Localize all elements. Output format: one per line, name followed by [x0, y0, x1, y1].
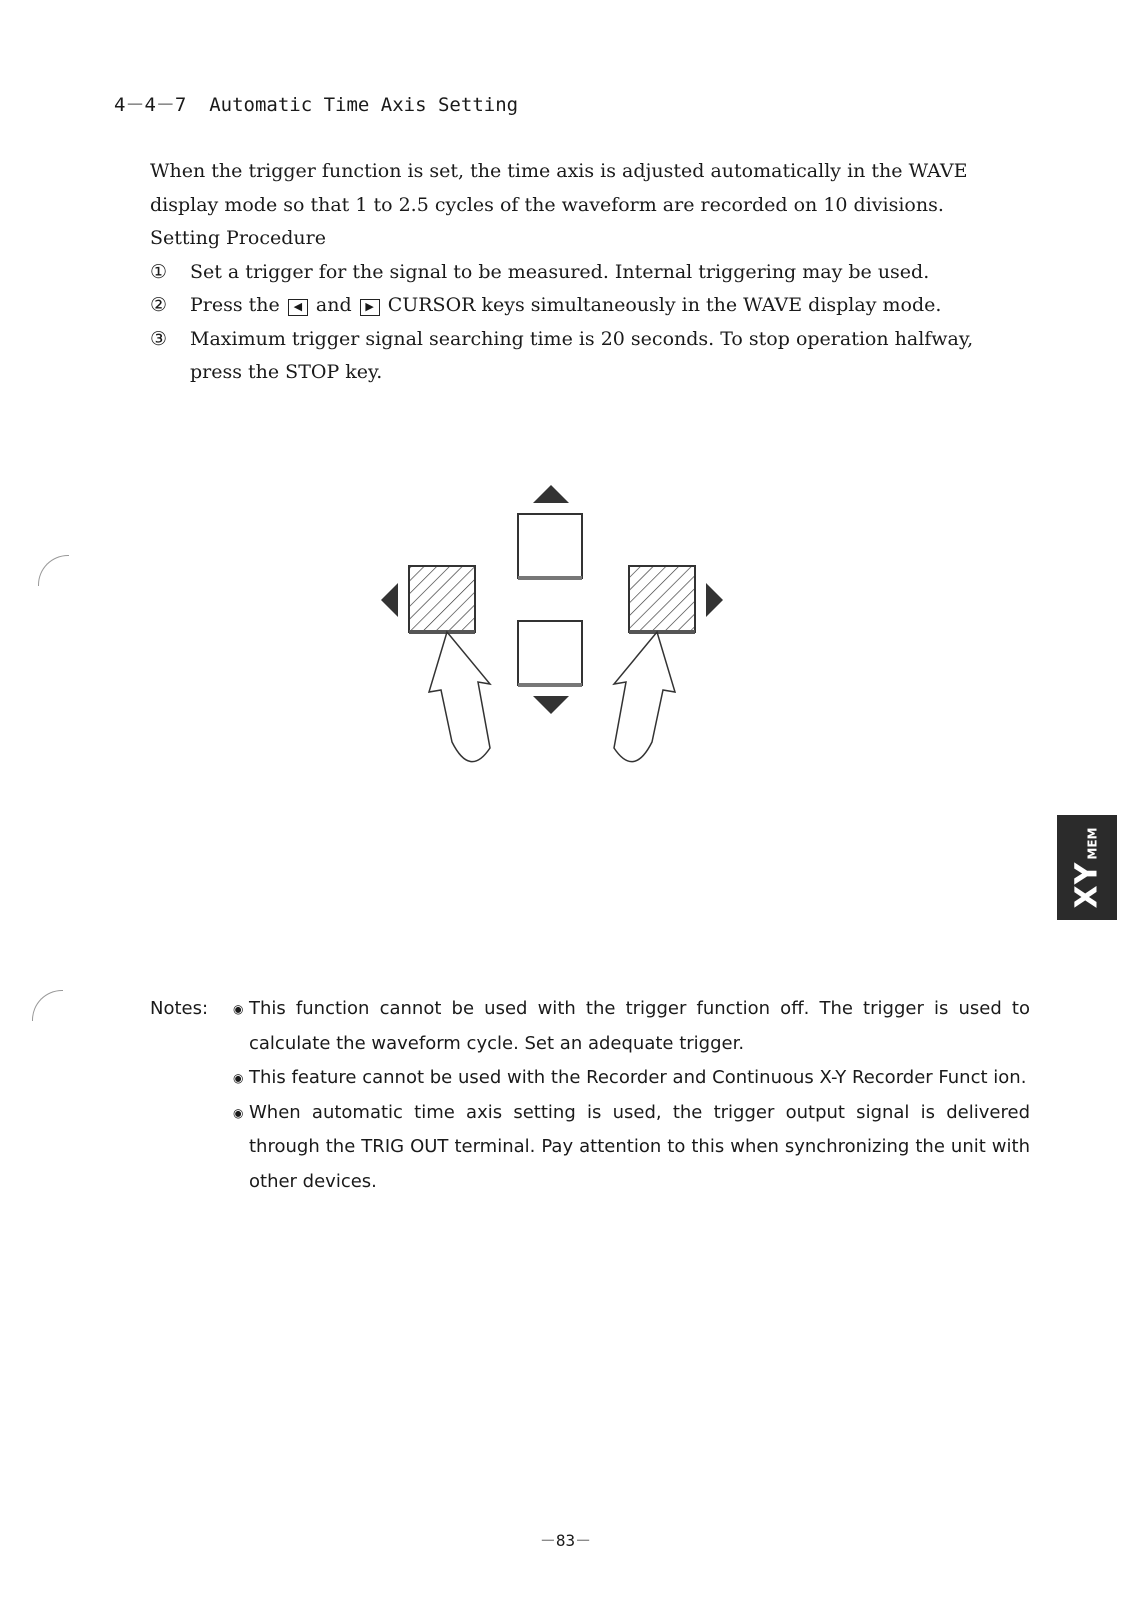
bullet-icon: ◉ [233, 1002, 244, 1016]
tab-xy-label: XY [1069, 861, 1105, 908]
page-number: －83－ [539, 1531, 592, 1550]
left-arrow-icon [381, 583, 398, 617]
step-number: ② [150, 294, 168, 316]
xy-mem-section-tab [1057, 815, 1117, 920]
tab-mem-label: MEM [1085, 827, 1100, 860]
right-pointer-arrow-icon [614, 632, 675, 762]
section-heading [114, 90, 518, 117]
note-item [233, 992, 1030, 1061]
section-title: Automatic Time Axis Setting [209, 94, 519, 116]
up-arrow-icon [533, 485, 569, 503]
procedure-text [150, 155, 1030, 390]
step-text: Set a trigger for the signal to be measured. Internal triggering may be used. [190, 260, 930, 283]
bullet-icon: ◉ [233, 1105, 244, 1120]
step-text: and [315, 294, 352, 316]
left-pointer-arrow-icon [429, 632, 490, 762]
right-arrow-icon [706, 583, 723, 617]
note-text: This function cannot be used with the trigger function off. The trigger is used to calculate the waveform cycle. Set an adequate trigger. [249, 998, 1030, 1054]
cursor-keys-diagram [370, 480, 750, 800]
down-cursor-key [518, 621, 582, 685]
step-1 [150, 256, 1030, 290]
step-text: Press the [190, 294, 280, 316]
step-number: ① [150, 260, 168, 283]
right-cursor-key [629, 566, 695, 632]
intro-line: When the trigger function is set, the time axis is adjusted automatically in the WAVE [150, 160, 968, 182]
step-3 [150, 323, 1030, 357]
left-cursor-key [409, 566, 475, 632]
note-item [233, 1061, 1030, 1096]
left-cursor-key-icon: ◀ [288, 299, 308, 316]
up-cursor-key [518, 514, 582, 578]
note-item [233, 1096, 1030, 1200]
procedure-heading: Setting Procedure [150, 227, 326, 249]
note-text: This feature cannot be used with the Recorder and Continuous X-Y Recorder Funct ion. [249, 1067, 1027, 1088]
step-2 [150, 289, 1030, 323]
section-number: 4－4－7 [114, 94, 187, 116]
notes-label: Notes: [150, 998, 209, 1019]
intro-line: display mode so that 1 to 2.5 cycles of the waveform are recorded on 10 divisions. [150, 193, 944, 216]
right-cursor-key-icon: ▶ [360, 299, 380, 316]
step-text: Maximum trigger signal searching time is 20 seconds. To stop operation halfway, [190, 327, 974, 350]
notes-list [233, 992, 1030, 1199]
bullet-icon: ◉ [233, 1071, 244, 1085]
step-3-continuation: press the STOP key. [190, 361, 383, 383]
down-arrow-icon [533, 696, 569, 714]
step-text: CURSOR keys simultaneously in the WAVE display mode. [387, 294, 942, 316]
note-text: When automatic time axis setting is used, the trigger output signal is delivered through the TRIG OUT terminal. Pay attention to this when synchronizing the unit with other devices. [249, 1101, 1030, 1192]
margin-mark [38, 555, 69, 586]
margin-mark [32, 990, 63, 1021]
step-number: ③ [150, 327, 168, 350]
